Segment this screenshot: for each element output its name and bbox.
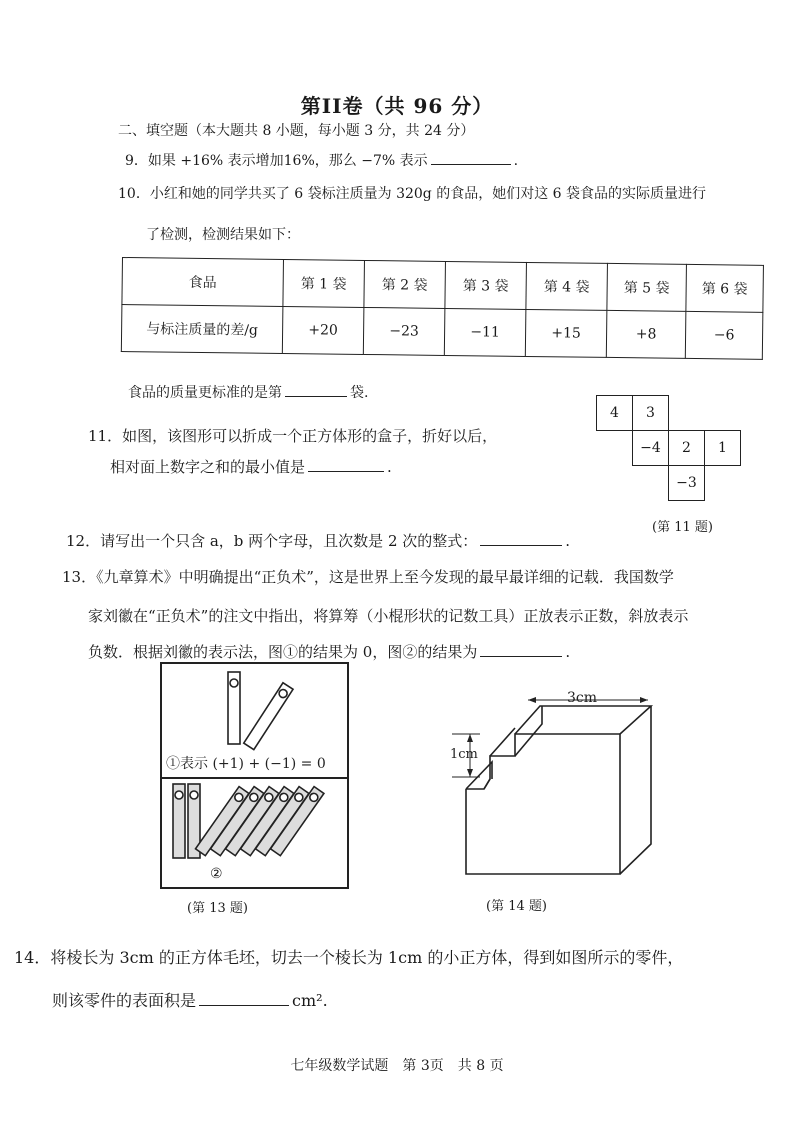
q11-end: . <box>387 458 392 476</box>
q14-figure <box>440 684 670 884</box>
q13-line1: 13．《九章算术》中明确提出“正负术”，这是世界上至今发现的最早最详细的记载．我国数学 <box>62 568 674 586</box>
table-bag-5: 第 5 袋 <box>607 263 687 311</box>
table-diff-5: +8 <box>606 310 686 358</box>
q11-line2-wrap <box>110 456 392 477</box>
q14-caption: (第 14 题) <box>486 899 547 914</box>
question-12 <box>66 530 570 551</box>
table-diff-1: +20 <box>282 306 364 354</box>
q11-caption: (第 11 题) <box>652 520 713 535</box>
net-cell-2: 2 <box>669 431 705 466</box>
q13-caption: (第 13 题) <box>187 901 248 916</box>
q14-unit: cm². <box>292 991 328 1010</box>
q13-line3-wrap <box>88 641 570 662</box>
net-cell-1: 1 <box>705 431 741 466</box>
q11-line2: 相对面上数字之和的最小值是 <box>110 458 306 476</box>
table-bag-4: 第 4 袋 <box>526 262 608 310</box>
table-bag-6: 第 6 袋 <box>686 264 764 312</box>
table-header-label: 食品 <box>122 258 284 307</box>
q14-line2-wrap <box>52 988 328 1011</box>
q10-answer-line <box>128 382 368 402</box>
q9-answer-blank[interactable] <box>431 150 511 165</box>
q9-text: 9．如果 +16% 表示增加16%，那么 −7% 表示 <box>125 153 428 169</box>
q12-answer-blank[interactable] <box>480 531 562 546</box>
section-title: 第II卷（共 96 分） <box>300 94 494 118</box>
page-footer: 七年级数学试题 第 3页 共 8 页 <box>290 1058 504 1074</box>
q11-answer-blank[interactable] <box>308 457 384 472</box>
q10-table <box>121 257 764 360</box>
q10-answer-blank[interactable] <box>285 382 347 397</box>
q10-answer-prefix: 食品的质量更标准的是第 <box>128 385 282 401</box>
cube-net <box>596 395 741 501</box>
net-cell-neg4: −4 <box>633 431 669 466</box>
q13-answer-blank[interactable] <box>480 642 562 657</box>
rod-upright <box>228 672 240 744</box>
q10-answer-suffix: 袋. <box>350 385 369 401</box>
net-cell-4: 4 <box>597 396 633 431</box>
q12-end: . <box>565 532 571 550</box>
net-cell-3: 3 <box>633 396 669 431</box>
q14-line1: 14．将棱长为 3cm 的正方体毛坯，切去一个棱长为 1cm 的小正方体，得到如图所示的零件， <box>14 948 684 967</box>
q14-dim-top: 3cm <box>567 690 598 706</box>
q10-line1: 10．小红和她的同学共买了 6 袋标注质量为 320g 的食品，她们对这 6 袋食品的实际质量进行 <box>118 186 707 202</box>
section-heading: 二、填空题（本大题共 8 小题，每小题 3 分，共 24 分） <box>118 123 475 139</box>
fig2-label: ② <box>210 866 223 882</box>
table-diff-3: −11 <box>444 308 526 356</box>
fig1-label: ①表示 (+1) + (−1) = 0 <box>166 756 326 772</box>
table-bag-2: 第 2 袋 <box>364 260 446 308</box>
q13-end: . <box>565 643 571 661</box>
q11-line1: 11．如图，该图形可以折成一个正方体形的盒子，折好以后， <box>88 427 498 445</box>
table-bag-1: 第 1 袋 <box>283 259 365 307</box>
net-cell-neg3: −3 <box>669 466 705 501</box>
q13-line2: 家刘徽在“正负术”的注文中指出，将算筹（小棍形状的记数工具）正放表示正数，斜放表示 <box>88 607 689 625</box>
table-diff-6: −6 <box>685 311 763 359</box>
rod-slanted <box>244 683 293 750</box>
q10-line2: 了检测，检测结果如下： <box>146 227 300 243</box>
q13-figure <box>160 662 350 890</box>
q12-text: 12．请写出一个只含 a，b 两个字母，且次数是 2 次的整式： <box>66 532 478 550</box>
question-9 <box>125 150 518 170</box>
table-diff-2: −23 <box>363 307 445 355</box>
fig2-slanted-rods <box>195 787 323 856</box>
table-row-label: 与标注质量的差/g <box>121 305 283 354</box>
q13-line3: 负数．根据刘徽的表示法，图①的结果为 0，图②的结果为 <box>88 643 478 661</box>
q14-line2: 则该零件的表面积是 <box>52 991 197 1010</box>
q9-end: . <box>513 153 519 169</box>
table-diff-4: +15 <box>525 309 607 357</box>
q14-dim-left: 1cm <box>450 747 478 762</box>
q14-answer-blank[interactable] <box>199 991 289 1006</box>
table-bag-3: 第 3 袋 <box>445 261 527 309</box>
